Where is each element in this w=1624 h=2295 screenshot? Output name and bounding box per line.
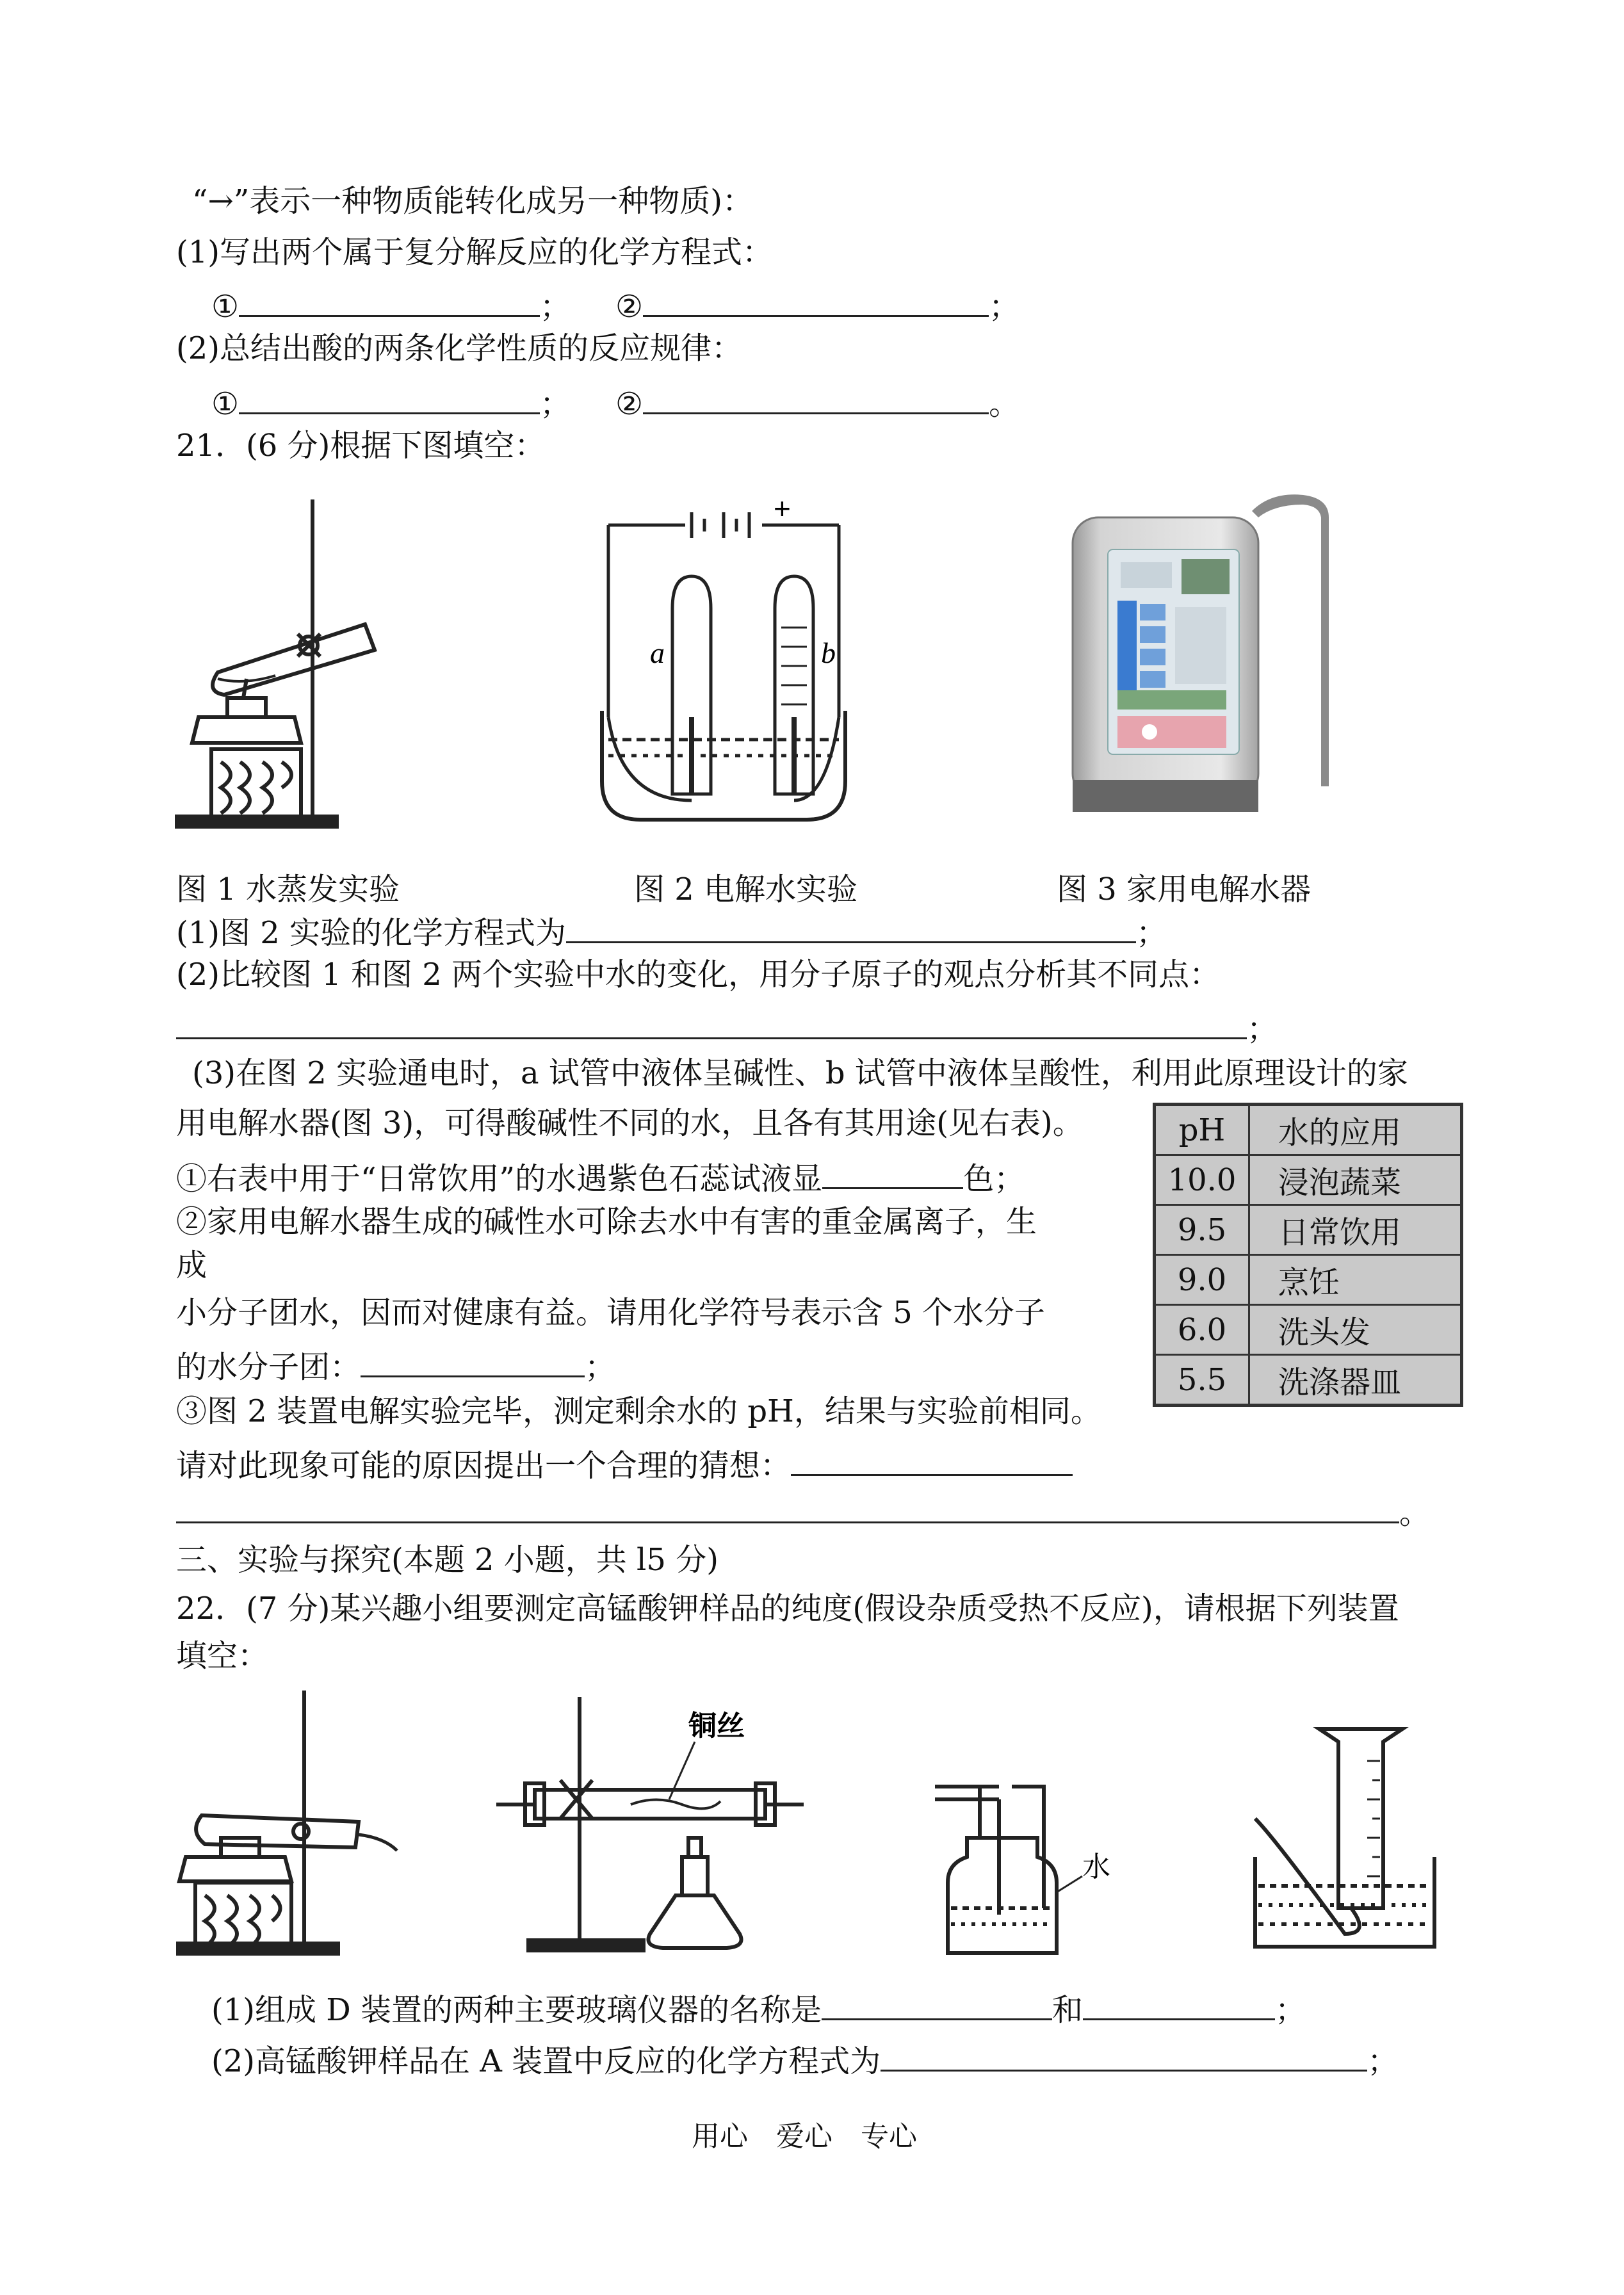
q22-part1: [211, 1989, 1306, 2028]
sep: ；: [540, 289, 571, 325]
q21-sub2-text: 的水分子团：: [176, 1349, 361, 1385]
q21-part1: [176, 912, 1167, 951]
table-cell: 5.5: [1155, 1355, 1249, 1406]
marker-2: ②: [615, 289, 644, 325]
answer-blank[interactable]: [176, 1492, 1399, 1523]
figure-3-caption: 图 3 家用电解水器: [1057, 872, 1311, 907]
label-plus: +: [774, 499, 791, 525]
q22-title-line1: 22．(7 分)某兴趣小组要测定高锰酸钾样品的纯度(假设杂质受热不反应)，请根据下列装置: [176, 1591, 1399, 1626]
semicolon: ；: [1136, 915, 1167, 951]
end: 。: [989, 386, 1020, 422]
q21-part3-line2: 用电解水器(图 3)，可得酸碱性不同的水，且各有其用途(见右表)。: [176, 1105, 1084, 1141]
table-row: [1155, 1155, 1462, 1205]
q21-sub1: [176, 1158, 1025, 1197]
figure-2-caption: 图 2 电解水实验: [634, 872, 858, 907]
table-cell: 烹饪: [1249, 1255, 1462, 1305]
q21-sub2-line4: [176, 1346, 615, 1383]
apparatus-a: [173, 1678, 416, 1959]
figure-1-caption: 图 1 水蒸发实验: [176, 872, 400, 907]
answer-blank[interactable]: [239, 286, 540, 317]
answer-blank[interactable]: [361, 1346, 585, 1377]
q21-part1-text: (1)图 2 实验的化学方程式为: [176, 915, 567, 951]
label-a: a: [650, 637, 665, 669]
answer-blank[interactable]: [822, 1989, 1052, 2020]
table-cell: 6.0: [1155, 1305, 1249, 1355]
q22-part1-and: 和: [1052, 1992, 1084, 2028]
q21-part3-line1: (3)在图 2 实验通电时，a 试管中液体呈碱性、b 试管中液体呈酸性，利用此原理设计的家: [192, 1055, 1408, 1091]
marker-2: ②: [615, 386, 644, 422]
q21-sub1-tail: 色；: [963, 1161, 1025, 1197]
intro-line: “→”表示一种物质能转化成另一种物质)：: [192, 183, 754, 219]
table-header: 水的应用: [1249, 1105, 1462, 1155]
table-cell: 洗头发: [1249, 1305, 1462, 1355]
page-footer: 用心 爱心 专心: [692, 2120, 917, 2153]
answer-blank[interactable]: [176, 1008, 1247, 1039]
answer-blank[interactable]: [1083, 1989, 1275, 2020]
q20-part2-answers: [211, 383, 1020, 422]
period: 。: [1399, 1495, 1431, 1531]
q22-part2: [211, 2040, 1398, 2077]
table-cell: 洗涤器皿: [1249, 1355, 1462, 1406]
q20-part1-answers: [211, 286, 1020, 325]
ph-table: [1153, 1103, 1463, 1407]
semicolon: ；: [1367, 2043, 1399, 2079]
answer-blank[interactable]: [566, 912, 1136, 943]
table-cell: 9.5: [1155, 1205, 1249, 1255]
q21-sub2-line1: ②家用电解水器生成的碱性水可除去水中有害的重金属离子，生: [176, 1204, 1037, 1240]
answer-blank[interactable]: [791, 1445, 1073, 1476]
q21-sub2-line3: 小分子团水，因而对健康有益。请用化学符号表示含 5 个水分子: [176, 1295, 1046, 1331]
marker-1: ①: [211, 289, 240, 325]
label-copper-wire: 铜丝: [688, 1710, 745, 1742]
marker-1: ①: [211, 386, 240, 422]
table-header: pH: [1155, 1105, 1249, 1155]
table-row: [1155, 1255, 1462, 1305]
figure-2-electrolysis: [596, 499, 884, 832]
figure-3-water-ionizer: [1060, 479, 1361, 818]
semicolon: ；: [585, 1349, 616, 1385]
answer-blank[interactable]: [822, 1158, 963, 1189]
semicolon: ；: [1275, 1992, 1306, 2028]
section-3-heading: 三、实验与探究(本题 2 小题，共 l5 分): [176, 1542, 719, 1578]
q20-part1: (1)写出两个属于复分解反应的化学方程式：: [176, 234, 773, 270]
q21-title: 21．(6 分)根据下图填空：: [176, 428, 546, 464]
apparatus-c: [929, 1780, 1121, 1959]
apparatus-b: [496, 1684, 816, 1959]
q21-part2: (2)比较图 1 和图 2 两个实验中水的变化，用分子原子的观点分析其不同点：: [176, 957, 1221, 993]
table-cell: 浸泡蔬菜: [1249, 1155, 1462, 1205]
answer-blank[interactable]: [239, 383, 540, 414]
label-water: 水: [1082, 1851, 1110, 1883]
sep: ；: [540, 386, 571, 422]
q21-sub3-line2: [176, 1445, 1073, 1484]
table-row: [1155, 1205, 1462, 1255]
apparatus-d: [1242, 1716, 1486, 1959]
table-cell: 9.0: [1155, 1255, 1249, 1305]
q21-sub3-text: 请对此现象可能的原因提出一个合理的猜想：: [176, 1448, 792, 1484]
semicolon: ；: [1247, 1011, 1278, 1047]
table-row: [1155, 1355, 1462, 1406]
answer-blank[interactable]: [643, 286, 989, 317]
answer-blank[interactable]: [643, 383, 989, 414]
table-cell: 10.0: [1155, 1155, 1249, 1205]
q21-part2-answer: [176, 1008, 1278, 1047]
q22-part1-text: (1)组成 D 装置的两种主要玻璃仪器的名称是: [211, 1992, 822, 2028]
answer-blank[interactable]: [881, 2040, 1367, 2072]
table-header-row: [1155, 1105, 1462, 1155]
label-b: b: [821, 637, 836, 669]
sep: ；: [989, 289, 1020, 325]
q21-sub3-line1: ③图 2 装置电解实验完毕，测定剩余水的 pH，结果与实验前相同。: [176, 1393, 1101, 1429]
q22-part2-text: (2)高锰酸钾样品在 A 装置中反应的化学方程式为: [211, 2043, 881, 2079]
q21-sub3-answer: [176, 1492, 1430, 1529]
q22-title-line2: 填空：: [176, 1638, 269, 1674]
q21-sub2-line2: 成: [176, 1247, 207, 1283]
q20-part2: (2)总结出酸的两条化学性质的反应规律：: [176, 330, 742, 366]
q21-sub1-text: ①右表中用于“日常饮用”的水遇紫色石蕊试液显: [176, 1161, 823, 1197]
table-row: [1155, 1305, 1462, 1355]
table-cell: 日常饮用: [1249, 1205, 1462, 1255]
figure-1-evaporation: [173, 487, 403, 832]
